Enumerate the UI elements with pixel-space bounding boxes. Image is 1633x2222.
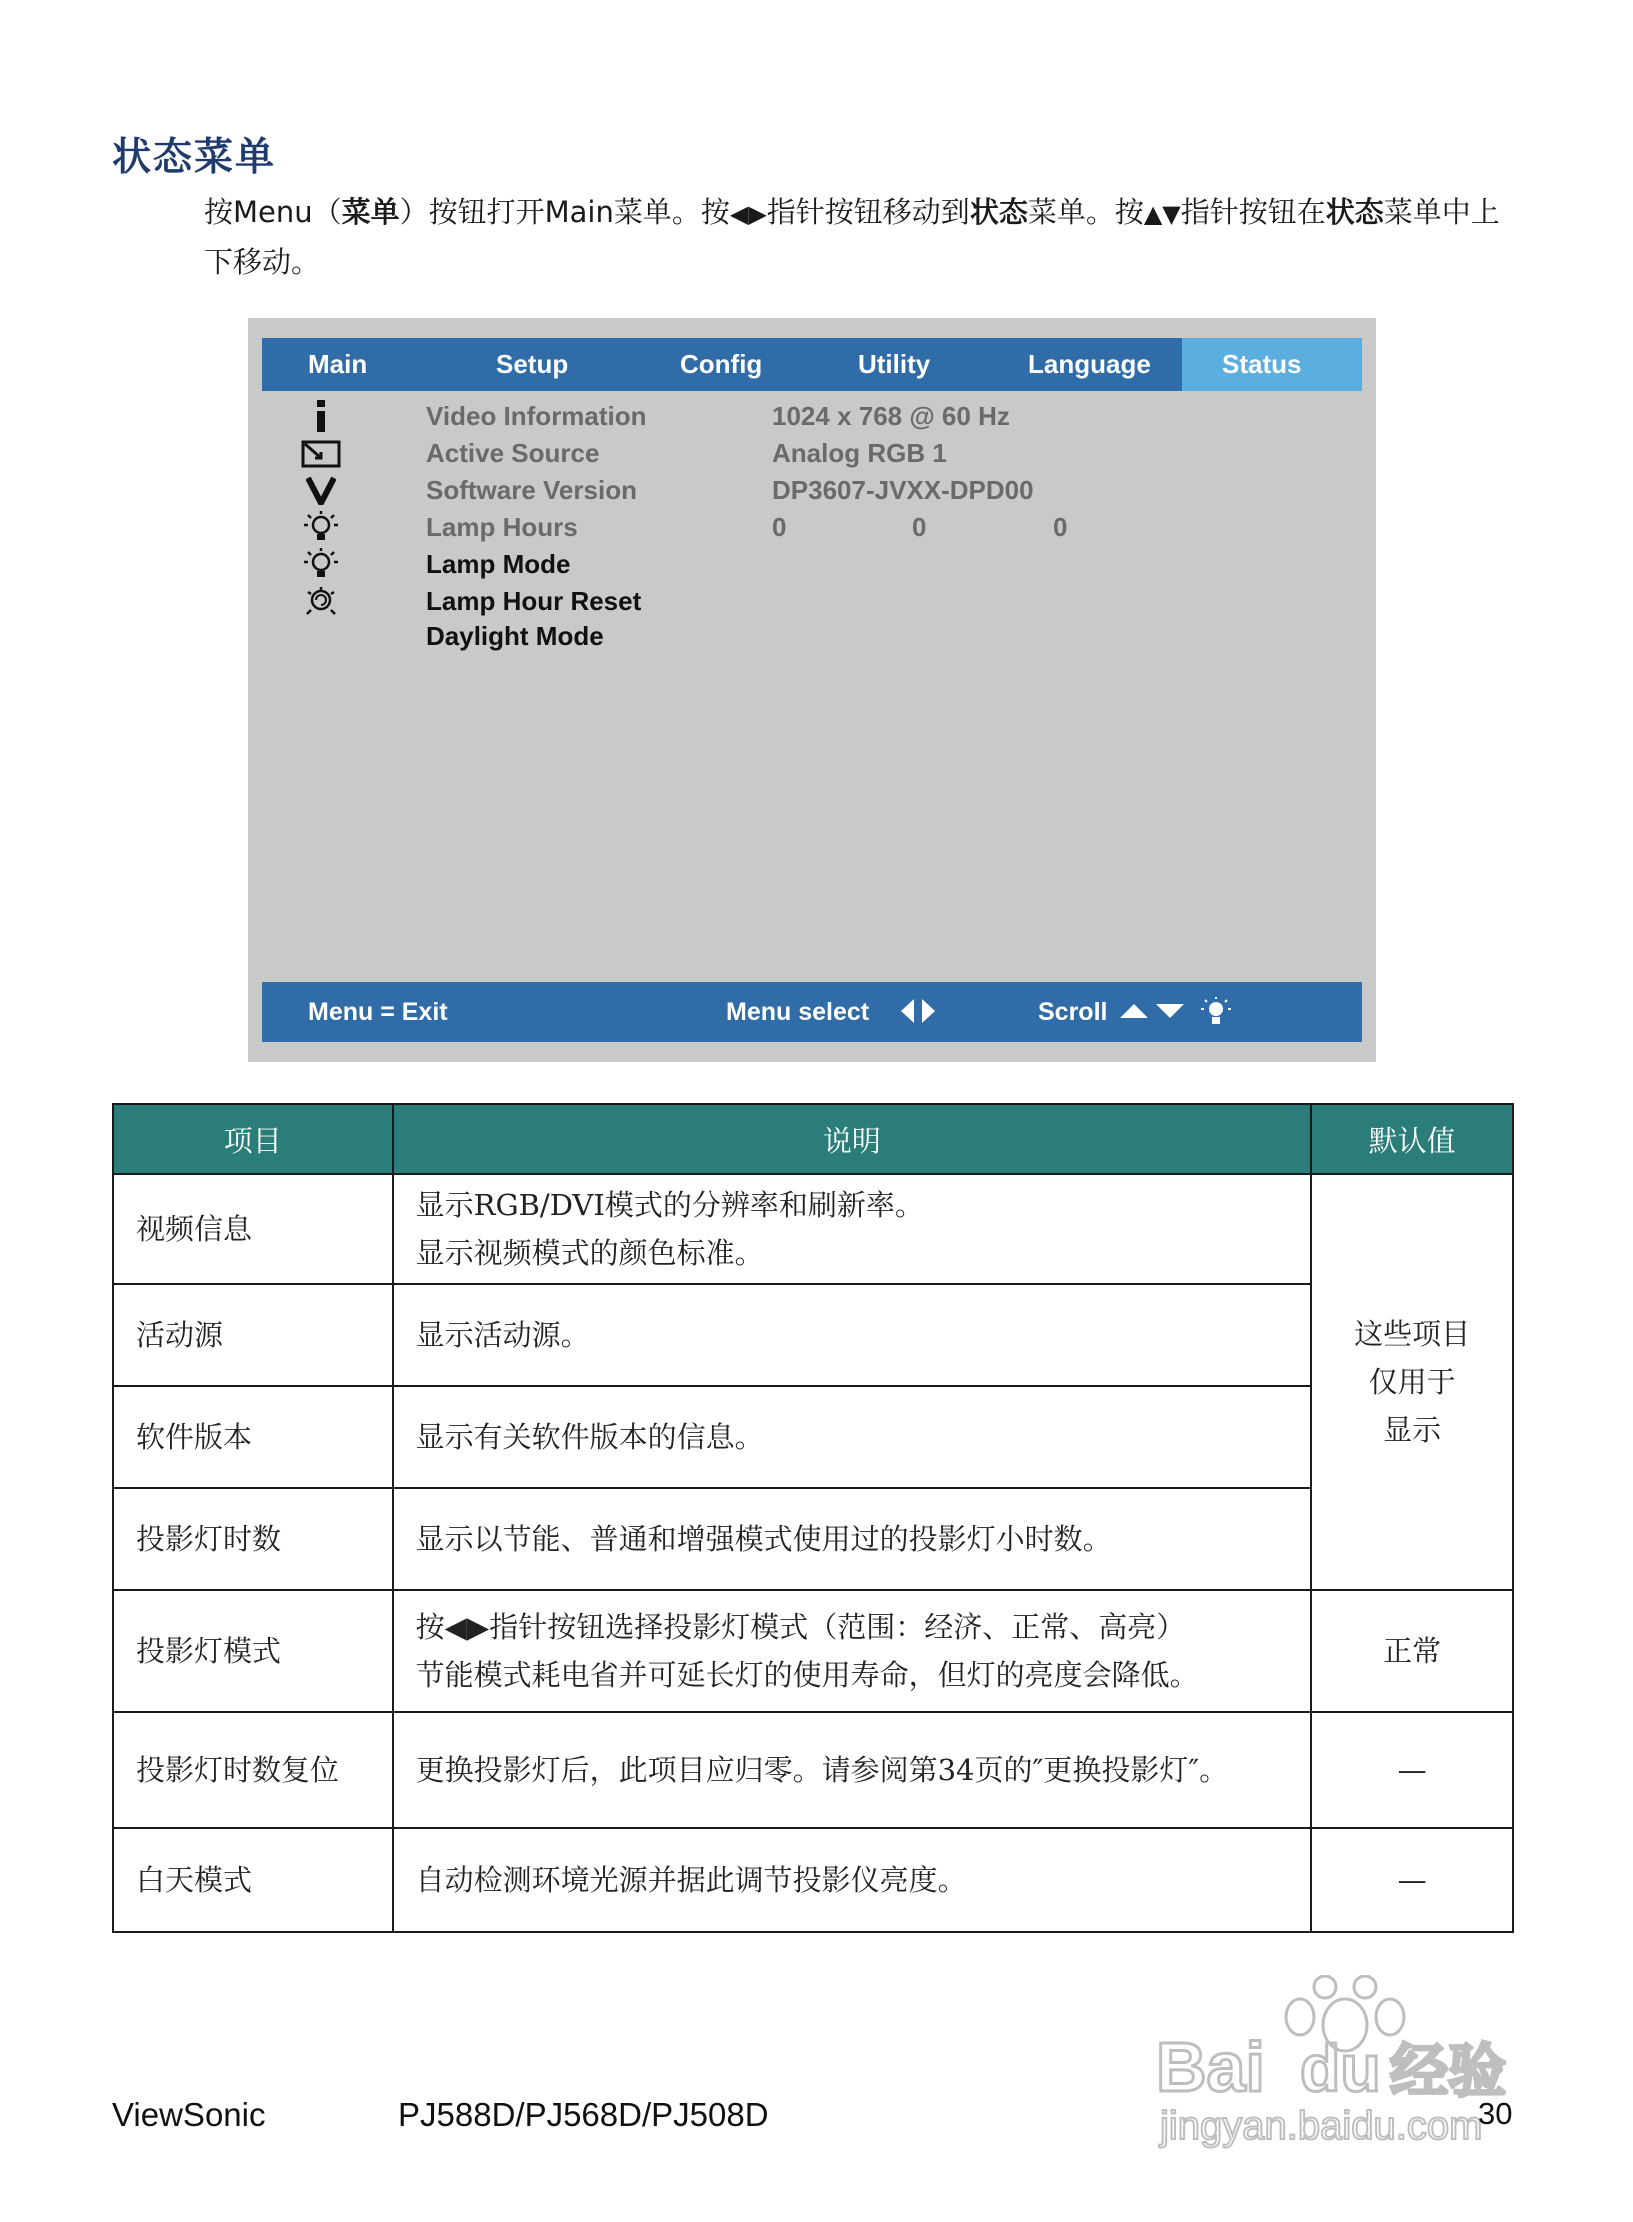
osd-item-label: Daylight Mode <box>426 620 604 651</box>
page-number: 30 <box>1478 2096 1513 2131</box>
row-item: 白天模式 <box>113 1828 393 1932</box>
tab-utility[interactable]: Utility <box>858 349 931 379</box>
intro-text: 菜单中上下移动。 <box>204 195 1500 279</box>
left-right-arrows-icon: ◀▶ <box>729 200 767 228</box>
table-row <box>113 1828 1513 1932</box>
column-header-description: 说明 <box>393 1104 1312 1174</box>
intro-text: 菜单。按 <box>1027 195 1144 229</box>
up-down-arrows-icon: ▲▼ <box>1143 200 1181 228</box>
scroll-hint: Scroll <box>1038 998 1108 1026</box>
lamp-hours-value-3: 0 <box>1053 511 1068 542</box>
lamp-icon <box>298 507 344 547</box>
footer-model: PJ588D/PJ568D/PJ508D <box>398 2096 769 2133</box>
description-line: 显示RGB/DVI模式的分辨率和刷新率。 <box>415 1188 924 1222</box>
tab-main[interactable]: Main <box>308 349 368 379</box>
description-line: 按◀▶指针按钮选择投影灯模式（范围：经济、正常、高亮） <box>415 1610 1186 1644</box>
watermark-text: Bai <box>1156 2028 1265 2106</box>
status-menu-table <box>112 1103 1514 1933</box>
lamp-icon <box>298 544 344 584</box>
row-item: 投影灯模式 <box>113 1590 393 1712</box>
osd-item-label: Active Source <box>426 437 600 468</box>
intro-text: 指针按钮在 <box>1180 195 1326 229</box>
column-header-item: 项目 <box>113 1104 393 1174</box>
tab-setup[interactable]: Setup <box>496 349 569 379</box>
menu-select-hint: Menu select <box>726 998 870 1026</box>
version-icon <box>298 470 344 510</box>
osd-item-video-information[interactable] <box>298 396 1298 436</box>
osd-item-label: Lamp Mode <box>426 548 571 579</box>
table-row <box>113 1590 1513 1712</box>
osd-item-software-version[interactable] <box>298 470 1298 510</box>
tab-status[interactable]: Status <box>1182 338 1362 391</box>
table-row <box>113 1488 1513 1590</box>
intro-bold-status: 状态 <box>969 195 1028 229</box>
row-description: 更换投影灯后，此项目应归零。请参阅第34页的″更换投影灯″。 <box>393 1712 1312 1828</box>
column-header-default: 默认值 <box>1311 1104 1513 1174</box>
table-row <box>113 1712 1513 1828</box>
up-down-arrows-icon <box>1118 1000 1186 1029</box>
lamp-hours-value-2: 0 <box>912 511 927 542</box>
osd-item-label: Software Version <box>426 474 637 505</box>
row-default-merged <box>1311 1174 1513 1590</box>
description-line: 节能模式耗电省并可延长灯的使用寿命，但灯的亮度会降低。 <box>415 1658 1199 1692</box>
row-item: 投影灯时数 <box>113 1488 393 1590</box>
default-line: 这些项目 <box>1354 1317 1471 1351</box>
intro-paragraph <box>204 188 1524 286</box>
section-title: 状态菜单 <box>112 135 277 180</box>
footer-brand: ViewSonic <box>112 2096 266 2133</box>
intro-text: ）按钮打开Main菜单。按 <box>399 195 730 229</box>
osd-tab-bar <box>262 338 1362 391</box>
osd-item-daylight-mode[interactable] <box>298 616 1298 656</box>
default-line: 仅用于 <box>1368 1365 1456 1399</box>
osd-item-value: Analog RGB 1 <box>772 437 947 468</box>
osd-item-lamp-hour-reset[interactable] <box>298 581 1298 621</box>
row-description: 显示以节能、普通和增强模式使用过的投影灯小时数。 <box>393 1488 1312 1590</box>
table-row <box>113 1386 1513 1488</box>
intro-text: 指针按钮移动到 <box>766 195 970 229</box>
menu-exit-hint: Menu = Exit <box>308 998 448 1026</box>
intro-bold-status: 状态 <box>1325 195 1384 229</box>
baidu-watermark <box>1150 1975 1530 2155</box>
row-description: 自动检测环境光源并据此调节投影仪亮度。 <box>393 1828 1312 1932</box>
watermark-text: du <box>1300 2031 1381 2105</box>
info-icon <box>298 396 344 436</box>
lamp-icon <box>1200 996 1232 1035</box>
lamp-reset-icon <box>298 581 344 621</box>
row-item: 视频信息 <box>113 1174 393 1284</box>
table-row <box>113 1284 1513 1386</box>
watermark-url: jingyan.baidu.com <box>1160 2104 1483 2148</box>
osd-status-menu <box>248 318 1376 1062</box>
row-item: 活动源 <box>113 1284 393 1386</box>
osd-footer-bar <box>262 982 1362 1042</box>
osd-item-active-source[interactable] <box>298 433 1298 473</box>
tab-language[interactable]: Language <box>1028 349 1151 379</box>
osd-item-label: Lamp Hours <box>426 511 578 542</box>
osd-item-value: DP3607-JVXX-DPD00 <box>772 474 1034 505</box>
tab-config[interactable]: Config <box>680 349 763 379</box>
row-description: 显示活动源。 <box>393 1284 1312 1386</box>
osd-item-label: Lamp Hour Reset <box>426 585 642 616</box>
intro-bold-menu: 菜单 <box>341 195 400 229</box>
watermark-text: 经验 <box>1390 2037 1507 2105</box>
osd-item-value: 1024 x 768 @ 60 Hz <box>772 400 1010 431</box>
row-description <box>393 1174 1312 1284</box>
left-right-arrows-icon <box>898 996 938 1033</box>
osd-item-lamp-mode[interactable] <box>298 544 1298 584</box>
osd-item-label: Video Information <box>426 400 647 431</box>
default-line: 显示 <box>1383 1413 1442 1447</box>
row-default: — <box>1311 1712 1513 1828</box>
row-default: 正常 <box>1311 1590 1513 1712</box>
osd-item-lamp-hours[interactable] <box>298 507 1298 547</box>
table-row <box>113 1174 1513 1284</box>
row-description: 显示有关软件版本的信息。 <box>393 1386 1312 1488</box>
row-item: 投影灯时数复位 <box>113 1712 393 1828</box>
row-item: 软件版本 <box>113 1386 393 1488</box>
blank-icon-slot <box>298 616 344 656</box>
row-description <box>393 1590 1312 1712</box>
row-default: — <box>1311 1828 1513 1932</box>
description-line: 显示视频模式的颜色标准。 <box>415 1236 764 1270</box>
source-icon <box>298 433 344 473</box>
lamp-hours-value-1: 0 <box>772 511 787 542</box>
intro-text: 按Menu（ <box>204 195 342 229</box>
table-header-row <box>113 1104 1513 1174</box>
